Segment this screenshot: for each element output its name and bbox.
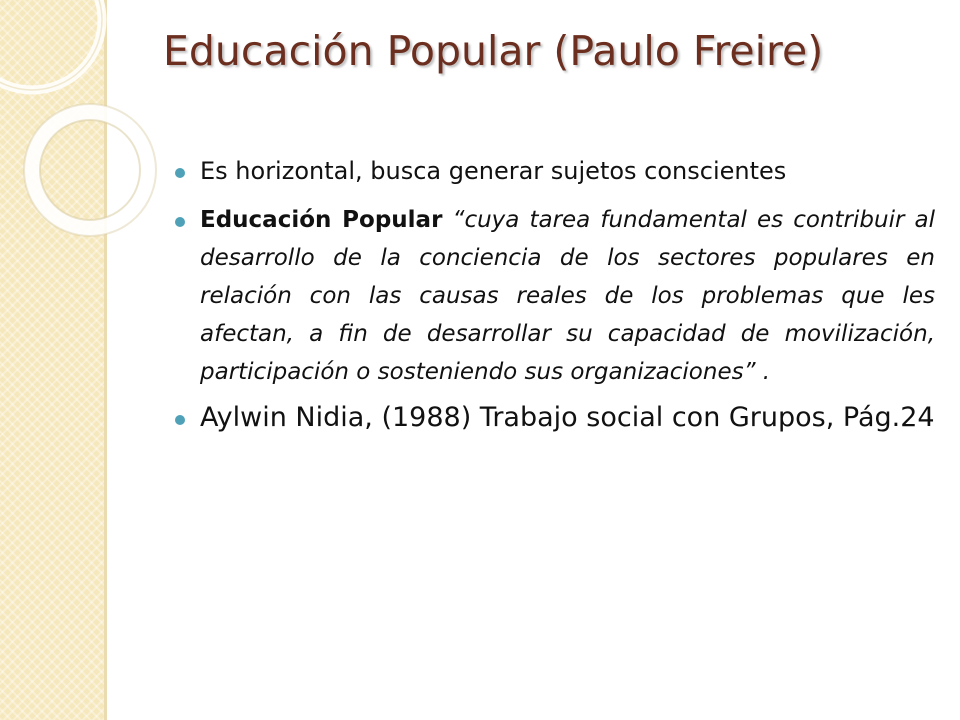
- bullet-quote-text: “cuya tarea fundamental es contribuir al desarrollo de la conciencia de los sectores populares en relación con las causas reales de los problemas que les afectan, a fin de desarrollar su capacidad de movilización, participación o sosteniendo sus organizaciones” .: [200, 207, 936, 385]
- bullet-list: [175, 156, 935, 435]
- decorative-ring-bottom-outer: [24, 104, 156, 236]
- bullet-item-definition: [175, 156, 935, 186]
- decorative-ring-bottom-shade: [40, 120, 140, 220]
- bullet-lead-term: Educación Popular: [200, 207, 443, 233]
- bullet-item-quote: [175, 201, 935, 391]
- decorative-ring-bottom: [32, 112, 148, 228]
- decorative-ring-top: [0, 0, 102, 90]
- bullet-dot-icon: [175, 217, 185, 227]
- decorative-ring-top-inner: [0, 0, 102, 90]
- bullet-dot-icon: [175, 415, 185, 425]
- slide-title: Educación Popular (Paulo Freire): [163, 27, 824, 75]
- bullet-citation-text: Aylwin Nidia, (1988) Trabajo social con Grupos, Pág.24: [200, 402, 935, 433]
- decorative-rings: [0, 0, 170, 330]
- bullet-item-citation: [175, 401, 935, 435]
- bullet-text: Es horizontal, busca generar sujetos conscientes: [200, 157, 787, 185]
- bullet-dot-icon: [175, 168, 185, 178]
